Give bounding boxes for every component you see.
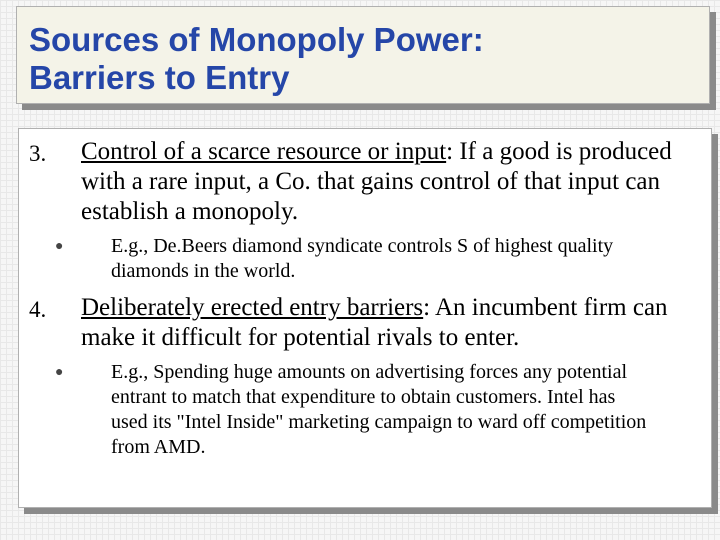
item-number: 3. xyxy=(29,141,47,166)
item-text xyxy=(81,137,701,227)
title-line-1: Sources of Monopoly Power: xyxy=(29,21,484,58)
slide-title xyxy=(29,21,484,97)
item-number: 4. xyxy=(29,297,47,322)
item-term: Deliberately erected entry barriers xyxy=(81,294,424,321)
title-line-2: Barriers to Entry xyxy=(29,59,290,96)
bullet-icon: ● xyxy=(55,365,64,380)
item-description: : If a good is produced with a rare input, a Co. that gains control of that input can establish a monopoly. xyxy=(81,138,672,225)
bullet-icon: ● xyxy=(55,239,64,254)
sub-item-text: E.g., Spending huge amounts on advertising forces any potential entrant to match that expenditure to obtain customers. Intel has used its "Intel Inside" marketing campaign to ward off competition from AMD. xyxy=(111,361,647,458)
item-text xyxy=(81,293,701,353)
content-box xyxy=(18,128,712,508)
title-box xyxy=(16,6,710,104)
sub-item-text: E.g., De.Beers diamond syndicate controls S of highest quality diamonds in the world. xyxy=(111,235,614,282)
item-term: Control of a scarce resource or input xyxy=(81,138,447,165)
item-description: : An incumbent firm can make it difficult for potential rivals to enter. xyxy=(81,294,668,351)
